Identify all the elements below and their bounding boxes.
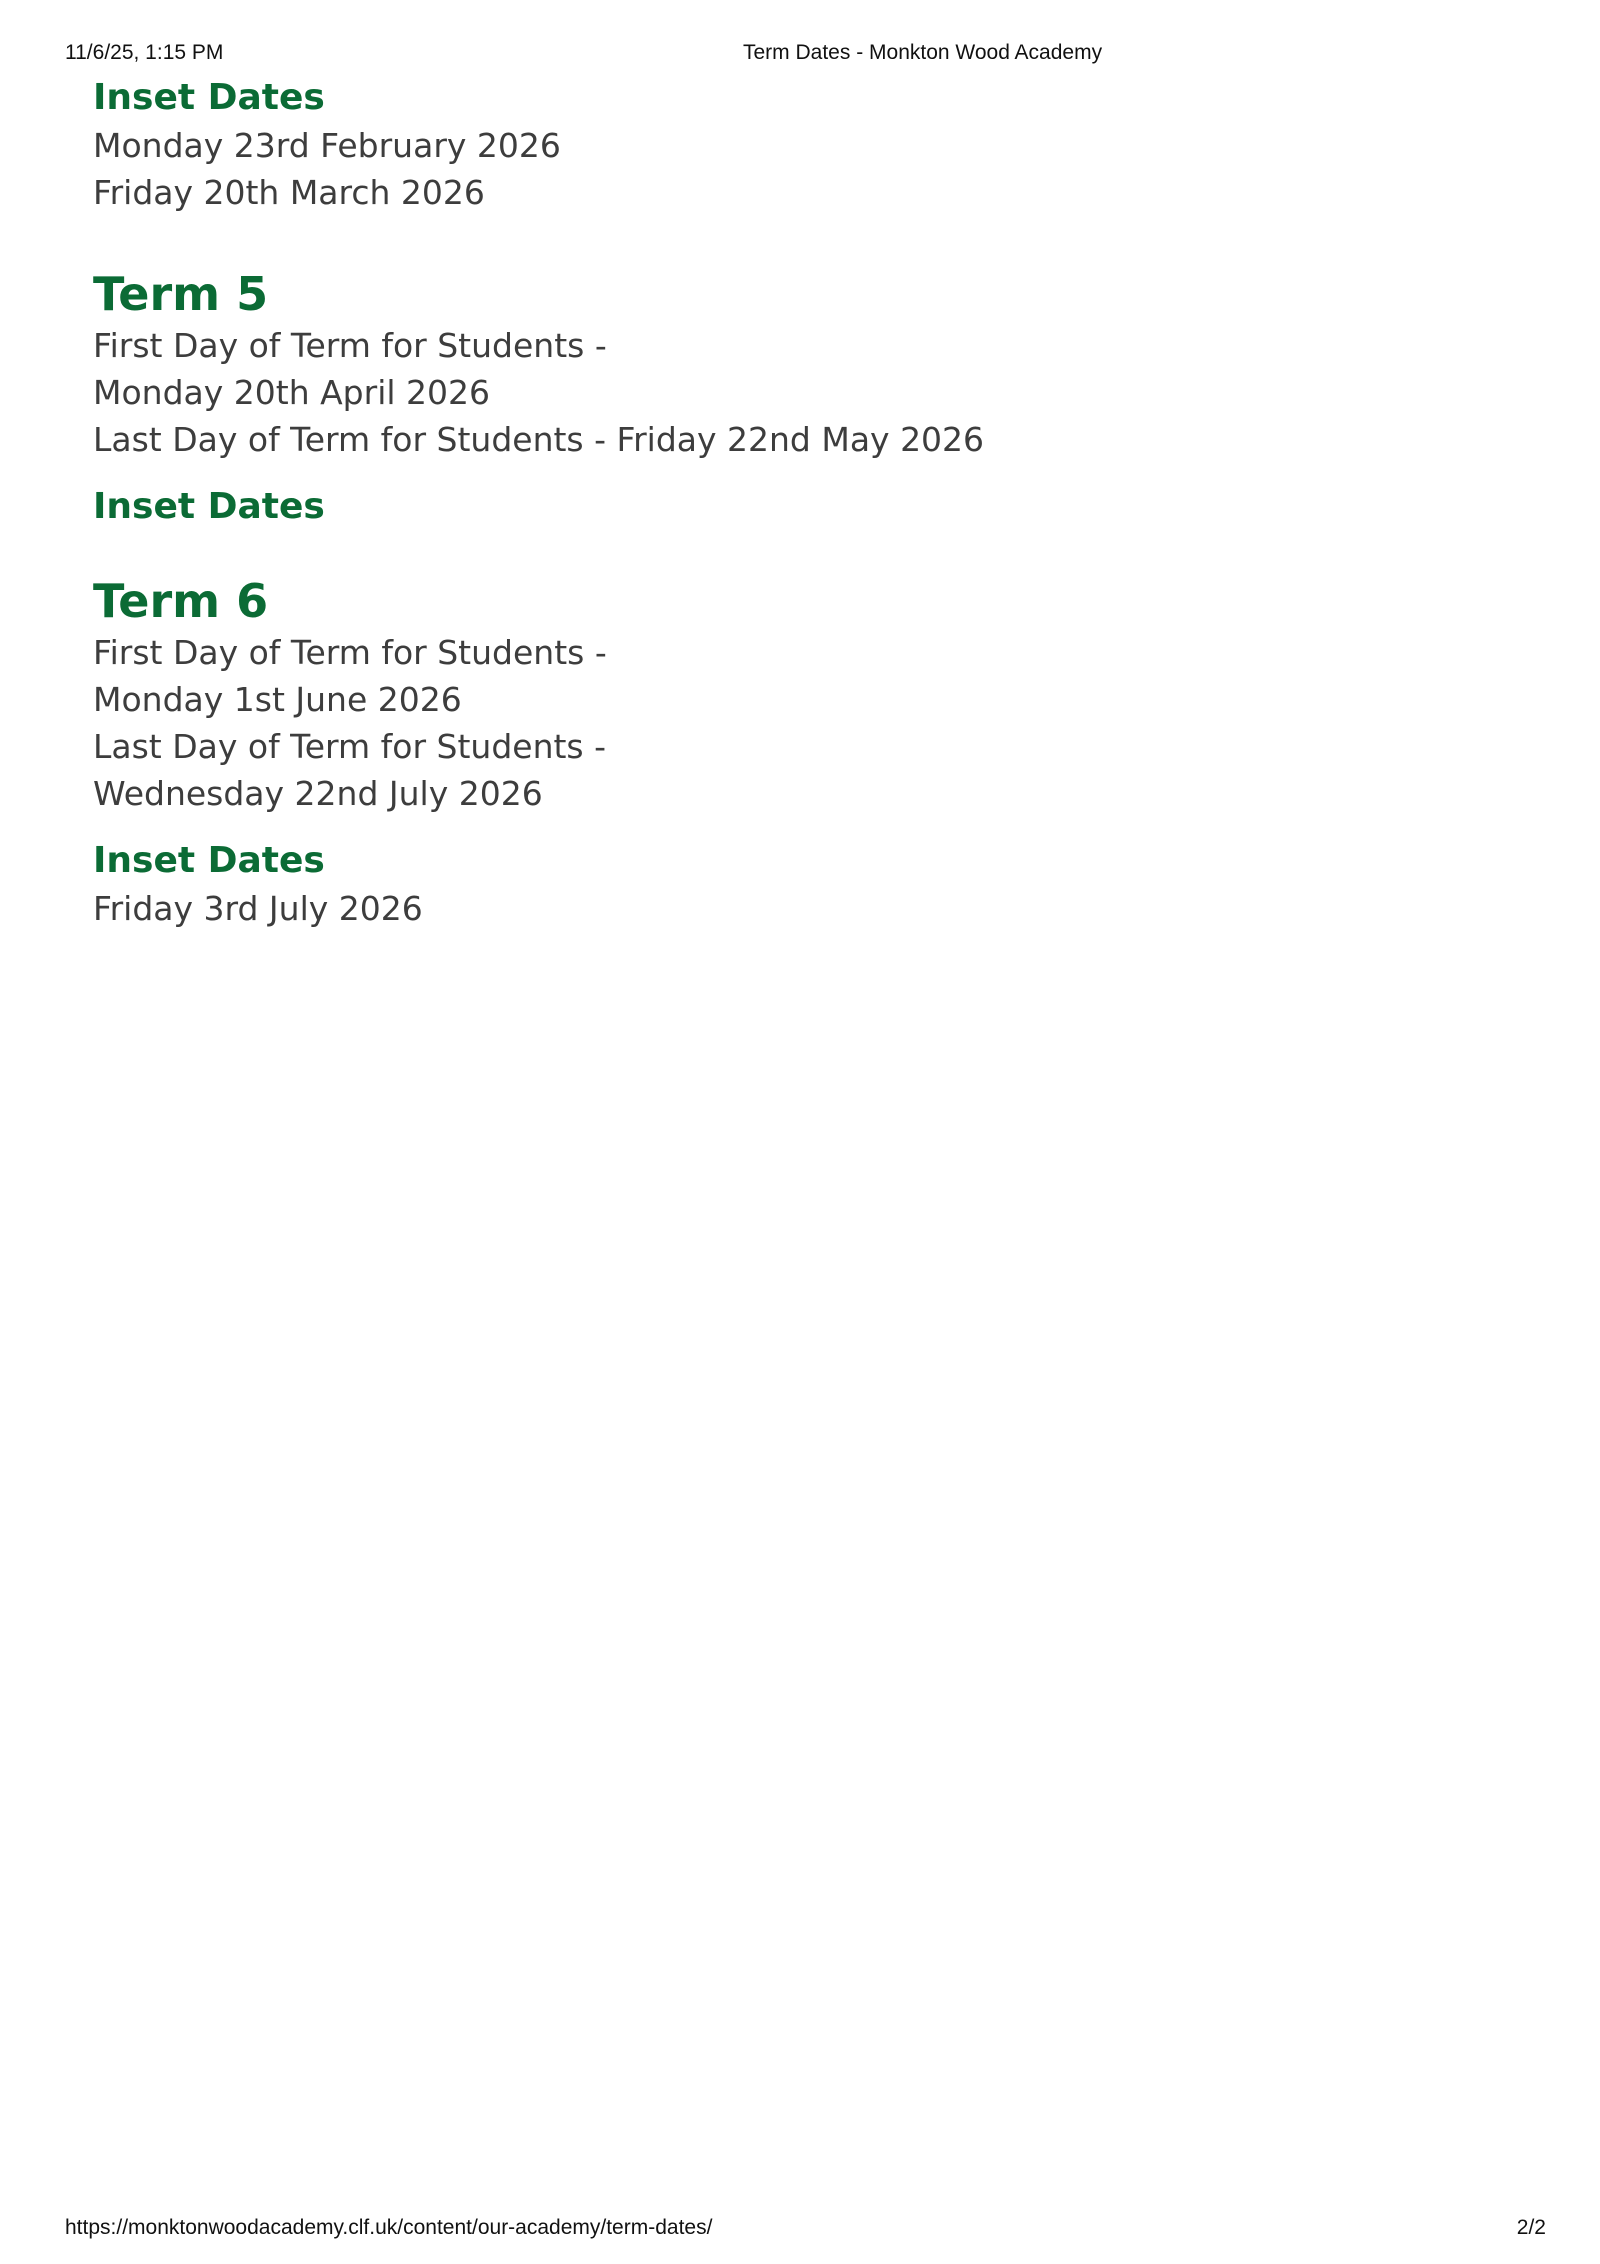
term-6-last-day-date: Wednesday 22nd July 2026 <box>93 774 543 813</box>
print-header <box>0 41 1600 71</box>
inset-date: Friday 20th March 2026 <box>93 173 485 212</box>
term-6-heading: Term 6 <box>93 574 269 628</box>
inset-dates-section <box>93 74 1493 216</box>
print-url: https://monktonwoodacademy.clf.uk/content/our-academy/term-dates/ <box>65 2216 713 2239</box>
term-5-first-day-label: First Day of Term for Students - <box>93 326 607 365</box>
term-6-last-day-label: Last Day of Term for Students - <box>93 727 607 766</box>
term-dates-content <box>93 74 1493 932</box>
term-6-first-day-date: Monday 1st June 2026 <box>93 680 462 719</box>
term-6-section <box>93 573 1493 932</box>
term-5-first-day-date: Monday 20th April 2026 <box>93 373 490 412</box>
term-5-section <box>93 266 1493 531</box>
print-page-title: Term Dates - Monkton Wood Academy <box>743 41 1103 64</box>
print-footer <box>0 2216 1600 2246</box>
term-6-inset-heading: Inset Dates <box>93 840 325 881</box>
term-6-first-day-label: First Day of Term for Students - <box>93 633 607 672</box>
term-5-last-day: Last Day of Term for Students - Friday 22nd May 2026 <box>93 420 985 459</box>
inset-dates-heading: Inset Dates <box>93 77 325 118</box>
print-page-number: 2/2 <box>1516 2216 1546 2239</box>
term-5-inset-heading: Inset Dates <box>93 486 325 527</box>
inset-date: Friday 3rd July 2026 <box>93 889 423 928</box>
inset-date: Monday 23rd February 2026 <box>93 126 561 165</box>
print-datetime: 11/6/25, 1:15 PM <box>65 41 224 64</box>
term-5-heading: Term 5 <box>93 267 269 321</box>
